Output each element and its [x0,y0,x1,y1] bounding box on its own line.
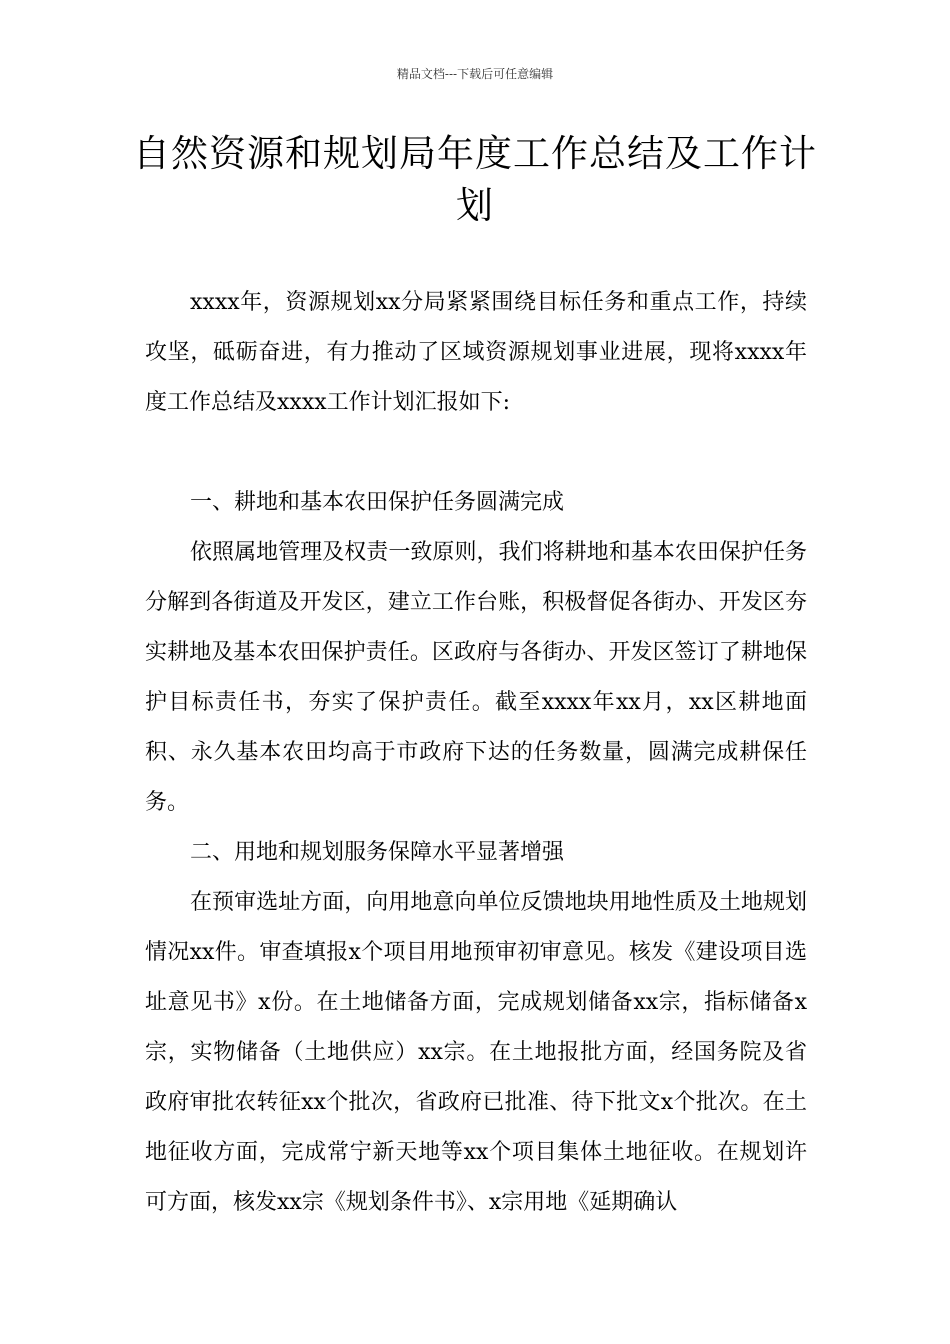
document-title: 自然资源和规划局年度工作总结及工作计划 [133,132,817,227]
document-body [145,278,807,1228]
intro-paragraph: xxxx年，资源规划xx分局紧紧围绕目标任务和重点工作，持续攻坚，砥砺奋进，有力推动了区域资源规划事业进展，现将xxxx年度工作总结及xxxx工作计划汇报如下: [145,290,807,415]
section-paragraph: 依照属地管理及权责一致原则，我们将耕地和基本农田保护任务分解到各街道及开发区，建立工作台账，积极督促各街办、开发区夯实耕地及基本农田保护责任。区政府与各街办、开发区签订了耕地保护目标责任书，夯实了保护责任。截至xxxx年xx月，xx区耕地面积、永久基本农田均高于市政府下达的任务数量，圆满完成耕保任务。 [145,540,807,815]
section-heading: 一、耕地和基本农田保护任务圆满完成 [190,490,565,515]
section-paragraph: 在预审选址方面，向用地意向单位反馈地块用地性质及土地规划情况xx件。审查填报x个项目用地预审初审意见。核发《建设项目选址意见书》x份。在土地储备方面，完成规划储备xx宗，指标储备x宗，实物储备（土地供应）xx宗。在土地报批方面，经国务院及省政府审批农转征xx个批次，省政府已批准、待下批文x个批次。在土地征收方面，完成常宁新天地等xx个项目集体土地征收。在规划许可方面，核发xx宗《规划条件书》、x宗用地《延期确认 [145,890,807,1215]
header-note: 精品文档---下载后可任意编辑 [396,67,554,81]
section-heading: 二、用地和规划服务保障水平显著增强 [190,840,565,865]
